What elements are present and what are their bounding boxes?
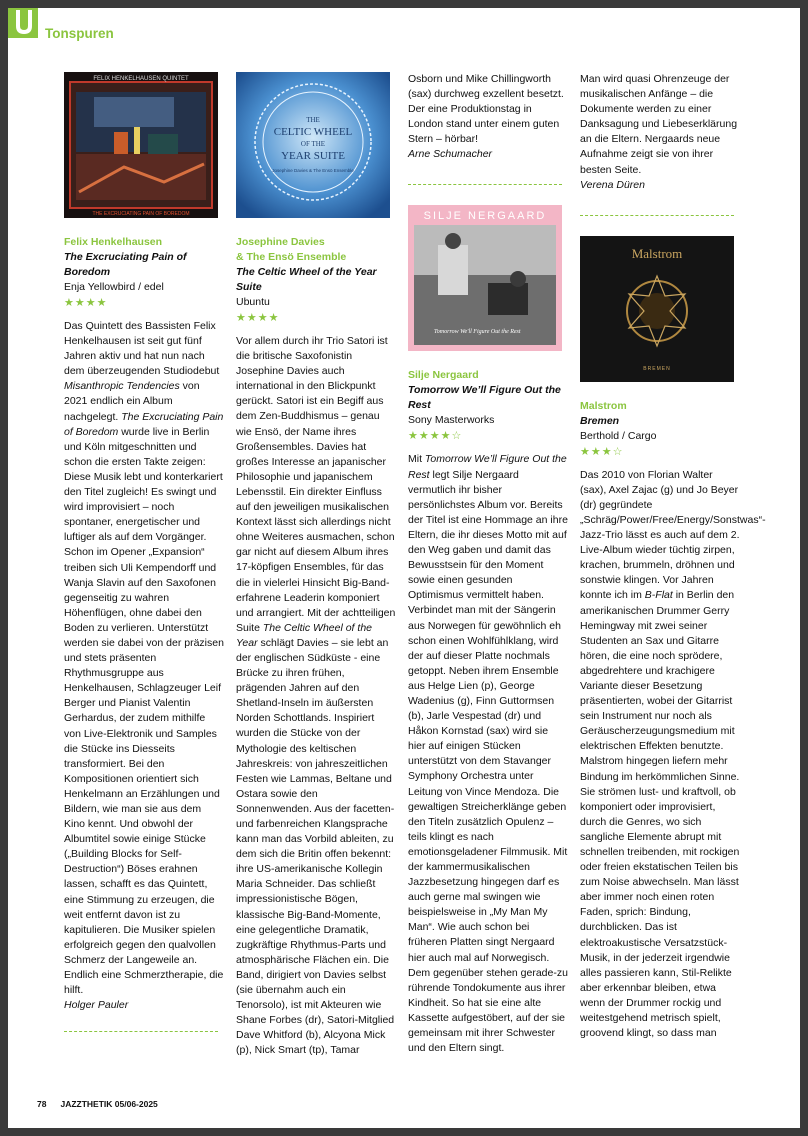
- review-body: Vor allem durch ihr Trio Satori ist die britische Saxofonistin Josephine Davies auch international in den Blickpunkt gerückt. Satori ist ein Begiff aus dem Zen-Buddhismus – genau wie Ensö, der Name ihres Großensembles. Davies hat großes Interesse an japanischer Philosophie und japanischem Lebensstil. Ein direkter Einfluss auf den jeweiligen musikalischen Kontext lässt sich allerdings nicht ohne Weiteres ausmachen, schon gar nicht auf diesem Album ihres 17-köpfigen Ensembles, für das die in vielerlei Hinsicht Big-Band-erfahrene Leaderin komponiert und arrangiert. Mit der achtteiligen Suite The Celtic Wheel of the Year schlägt Davies – sie lebt an der englischen Südküste - eine Brücke zu ihren frühen, prägenden Jahren auf den Shetland-Inseln im äußersten Norden Schottlands. Inspiriert wurden die Stücke von der Mythologie des keltischen Jahreskreis: von jahreszeitlichen Festen wie Lammas, Beltane und Ostara sowie den Sonnenwenden. Aus der facetten- und farbenreichen Klangsprache kann man das Vorbild ableiten, zu dem sich die Britin offen bekennt: ihre US-amerikanische Kollegin Maria Schneider. Das schließt impressionistische Bögen, klassische Big-Band-Momente, eine gelegentliche Dramatik, zugkräftige Rhythmus-Parts und atmosphärische Flächen ein. Die Band, dirigiert von Davies selbst (sie übernahm auch ein Tenorsolo), ist mit Akteuren wie Shane Forbes (dr), Satori-Mitglied Dave Whitford (b), Alcyona Mick (p), Nick Smart (tp), Tamar: [236, 335, 396, 1057]
- page-footer: [37, 1099, 172, 1109]
- magazine-issue: JAZZTHETIK 05/06-2025: [60, 1099, 158, 1109]
- review-author: Verena Düren: [580, 178, 645, 191]
- svg-text:Malstrom: Malstrom: [631, 245, 683, 261]
- svg-text:YEAR SUITE: YEAR SUITE: [281, 150, 345, 162]
- svg-text:Tomorrow We'll Figure Out the: Tomorrow We'll Figure Out the Rest: [434, 329, 521, 336]
- review-label: Ubuntu: [236, 296, 270, 308]
- cover-subtitle-text: THE EXCRUCIATING PAIN OF BOREDOM: [92, 211, 190, 217]
- review-label: Sony Masterworks: [408, 414, 495, 427]
- review-album: The Celtic Wheel of the Year Suite: [236, 266, 377, 293]
- review-body: Das 2010 von Florian Walter (sax), Axel Zajac (g) und Jo Beyer (dr) gegründete „Schräg/Power/Free/Energy/Sonstwas“-Jazz-Trio lässt es auch auf dem 2. Live-Album wieder tüchtig zirpen, krachen, brummeln, dröhnen und sonstwie klingen. Vor Jahren konnte ich im B-Flat in Berlin den amerikanischen Drummer Gerry Hemingway mit zwei seiner Studenten an Sax und Gitarre hören, die eine noch sprödere, abgedrehtere und krachigere Variante dieser Besetzung präsentierten, wobei der Gitarrist sein Instrument nur noch als Geräuscherzeugungsmedium mit elektrischen Effekten benutzte. Malstrom hingegen liefern mehr Bindung im herkömmlichen Sinne. Sie strömen lust- und kraftvoll, ob komponiert oder improvisiert, durch die Genres, wo sich sangliche Elemente abrupt mit schnellen treibenden, mit rockigen oder freien ekstatischen Teilen bis zum Noise abwechseln. Man lässt aber immer noch einen roten Faden, sprich: Bindung, durchblicken. Das ist elektroakustische Versatzstück-Musik, in der jederzeit irgendwie alles passieren kann, Stil-Relikte aber erkennbar bleiben, etwa wenn der Drummer rockig und weitestgehend metrisch spielt, groovend klingt, so dass man: [580, 468, 766, 1040]
- svg-text:CELTIC WHEEL: CELTIC WHEEL: [273, 126, 353, 138]
- cover-title-text: FELIX HENKELHAUSEN QUINTET: [93, 76, 189, 82]
- review-author: Holger Pauler: [64, 999, 129, 1012]
- review-artist: Josephine Davies: [236, 236, 325, 248]
- review-column-1: [64, 72, 224, 1032]
- review-divider: [580, 215, 734, 216]
- review-album: The Excruciating Pain of Boredom: [64, 251, 187, 278]
- review-body: Mit Tomorrow We’ll Figure Out the Rest legt Silje Nergaard vermutlich ihr bisher persönlichstes Album vor. Bereits der Titel ist eine Hommage an ihre Eltern, die ihr dieses Motto mit auf den Weg gaben und damit das Bewusstsein für den Moment sowie einen gesunden Optimismus vermittelt haben. Verbindet man mit der Sängerin aus Norwegen für gewöhnlich eh schon einen Wohlfühlklang, wird der auf dieser Platte nochmals getoppt. Neben ihrem Ensemble aus Helge Lien (p), George Wadenius (g), Finn Guttormsen (b), Jarle Vespestad (dr) und Håkon Kornstad (sax) wird sie hier auf einigen Stücken unterstützt von dem Stavanger Symphony Orchestra unter Leitung von Vince Mendoza. Die gewaltigen Streicherklänge geben den Titeln zusätzlich Opulenz – teils klingt es nach emotionsgeladener Filmmusik. Mit der kammermusikalischen Jazzbesetzung hingegen darf es auch gerne mal swingen wie beispielsweise in „My Man My Man“. Wie auch schon bei früheren Platten singt Nergaard hier auch mal auf Norwegisch. Dem gegenüber stehen gerade-zu rührende Tondokumente aus ihrer Kindheit. So hat sie eine alte Kassette aufgestöbert, auf der sie gemeinsam mit ihrer Schwester und den Eltern singt.: [408, 453, 568, 1055]
- svg-text:Josephine Davies & The Ensö En: Josephine Davies & The Ensö Ensemble: [272, 168, 354, 173]
- review-artist-ensemble: & The Ensö Ensemble: [236, 251, 347, 263]
- magazine-logo: [8, 8, 38, 38]
- review-column-3: [408, 72, 568, 1056]
- section-title: Tonspuren: [45, 26, 114, 41]
- review-rating: ★★★☆: [580, 445, 624, 458]
- album-cover-davies: [236, 72, 390, 218]
- review-rating: ★★★★: [236, 312, 280, 324]
- review-rating: ★★★★☆: [408, 430, 463, 443]
- review-album: Tomorrow We’ll Figure Out the Rest: [408, 384, 561, 412]
- review-artist: Felix Henkelhausen: [64, 236, 163, 248]
- page-number: 78: [37, 1099, 47, 1109]
- review-body: Das Quintett des Bassisten Felix Henkelhausen ist seit gut fünf Jahren aktiv und hat nun nach dem überzeugenden Studiodebut Misanthropic Tendencies von 2021 endlich ein Album nachgelegt. The Excruciating Pain of Boredom wurde live in Berlin und Köln mitgeschnitten und schon die ersten Takte zeigen: Diese Musik lebt und konterkariert den Titel zugleich! Es swingt und wird improvisiert – noch spontaner, energetischer und luftiger als auf dem Vorgänger. Schon im Opener „Expansion“ treiben sich Uli Kempendorff und Wanja Slavin auf den Saxofonen gegenseitig zu wahren Höhenflügen, ohne dabei den Boden zu verlieren. Unterstützt werden sie dabei von der präzisen und stets präsenten Rhythmusgruppe aus Henkelhausen, Schlagzeuger Leif Berger und Pianist Valentin Gerhardus, der zudem mithilfe von Live-Elektronik und Samples die Stücke ins Diesseits transformiert. Bei den Kompositionen orientiert sich Henkelmann an Erzählungen und Bildern, wie man sie aus dem Kino kennt. Und obwohl der Albumtitel sowie einige Stücke („Building Blocks for Self-Destruction“) Böses erahnen lassen, schafft es das Quintett, eine Stimmung zu erzeugen, die weit entfernt davon ist zu kapitulieren. Die Musiker spielen erfolgreich gegen den qualvollen Schmerz der Langeweile an. Endlich eine Schmerztherapie, die hilft.: [64, 320, 224, 997]
- review-author: Arne Schumacher: [408, 148, 493, 161]
- svg-text:OF THE: OF THE: [300, 140, 326, 148]
- review-continuation: Man wird quasi Ohrenzeuge der musikalischen Anfänge – die Dokumente werden zu einer Danksagung und Liebeserklärung an die Eltern. Nergaards neue Aufnahme zeigt sie von ihrer besten Seite.: [580, 73, 738, 176]
- svg-text:THE: THE: [306, 116, 320, 124]
- svg-text:SILJE NERGAARD: SILJE NERGAARD: [423, 210, 547, 223]
- review-column-2: [236, 72, 396, 1059]
- review-artist: Silje Nergaard: [408, 369, 479, 382]
- review-continuation: Osborn und Mike Chillingworth (sax) durchweg exzellent besetzt. Der eine Produktionstag in London stand unter einem guten Stern – hörbar!: [408, 73, 564, 146]
- album-cover-henkelhausen: [64, 72, 218, 218]
- album-cover-malstrom: [580, 236, 734, 382]
- magazine-page: [8, 8, 800, 1128]
- review-column-4: [580, 72, 766, 1041]
- review-rating: ★★★★: [64, 297, 108, 309]
- review-divider: [64, 1031, 218, 1032]
- album-cover-nergaard: [408, 205, 562, 351]
- review-artist: Malstrom: [580, 399, 627, 412]
- review-album: Bremen: [580, 414, 620, 427]
- review-label: Enja Yellowbird / edel: [64, 281, 164, 293]
- svg-text:BREMEN: BREMEN: [643, 365, 671, 372]
- review-divider: [408, 184, 562, 185]
- review-label: Berthold / Cargo: [580, 429, 657, 442]
